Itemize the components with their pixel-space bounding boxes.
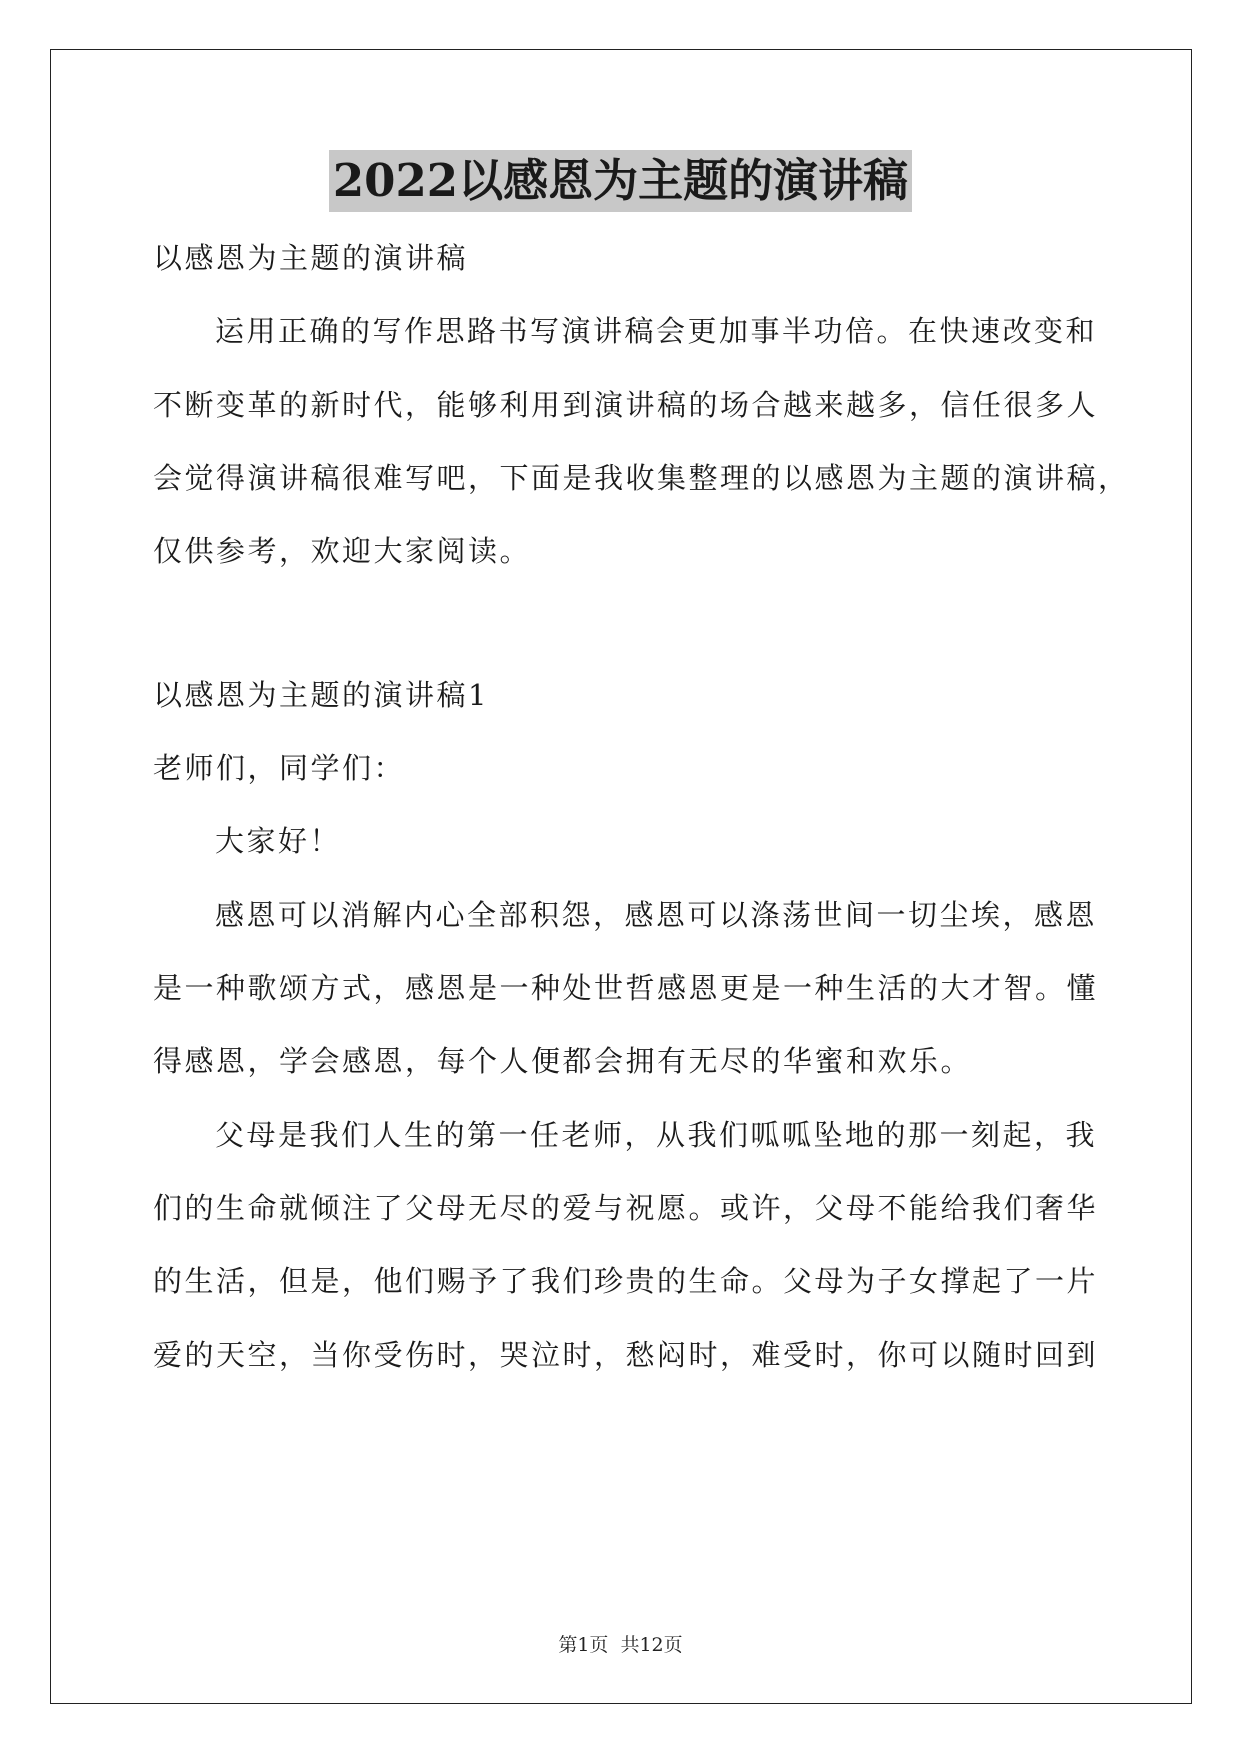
page-total: 共12页: [620, 1634, 683, 1656]
page-number: 第1页: [558, 1634, 609, 1656]
paragraph-line: 不断变革的新时代，能够利用到演讲稿的场合越来越多，信任很多人: [153, 388, 1099, 422]
paragraph-line: 是一种歌颂方式，感恩是一种处世哲感恩更是一种生活的大才智。懂: [153, 971, 1099, 1005]
paragraph-line: 仅供参考，欢迎大家阅读。: [153, 534, 532, 568]
section-heading: 以感恩为主题的演讲稿1: [153, 678, 489, 712]
paragraph-line: 会觉得演讲稿很难写吧，下面是我收集整理的以感恩为主题的演讲稿，: [153, 461, 1130, 495]
subtitle-line: 以感恩为主题的演讲稿: [153, 241, 469, 275]
page-border: [50, 49, 1192, 1704]
title-container: [0, 150, 1241, 212]
document-title: 2022以感恩为主题的演讲稿: [329, 150, 912, 212]
page-footer: [0, 1630, 1241, 1657]
salutation-line: 老师们，同学们：: [153, 751, 406, 785]
greeting-line: 大家好！: [215, 824, 342, 858]
paragraph-line: 感恩可以消解内心全部积怨，感恩可以涤荡世间一切尘埃，感恩: [215, 898, 1098, 932]
paragraph-line: 的生活，但是，他们赐予了我们珍贵的生命。父母为子女撑起了一片: [153, 1264, 1099, 1298]
paragraph-line: 运用正确的写作思路书写演讲稿会更加事半功倍。在快速改变和: [215, 314, 1098, 348]
paragraph-line: 爱的天空，当你受伤时，哭泣时，愁闷时，难受时，你可以随时回到: [153, 1338, 1099, 1372]
paragraph-line: 们的生命就倾注了父母无尽的爱与祝愿。或许，父母不能给我们奢华: [153, 1191, 1099, 1225]
paragraph-line: 得感恩，学会感恩，每个人便都会拥有无尽的华蜜和欢乐。: [153, 1044, 973, 1078]
paragraph-line: 父母是我们人生的第一任老师，从我们呱呱坠地的那一刻起，我: [215, 1118, 1098, 1152]
